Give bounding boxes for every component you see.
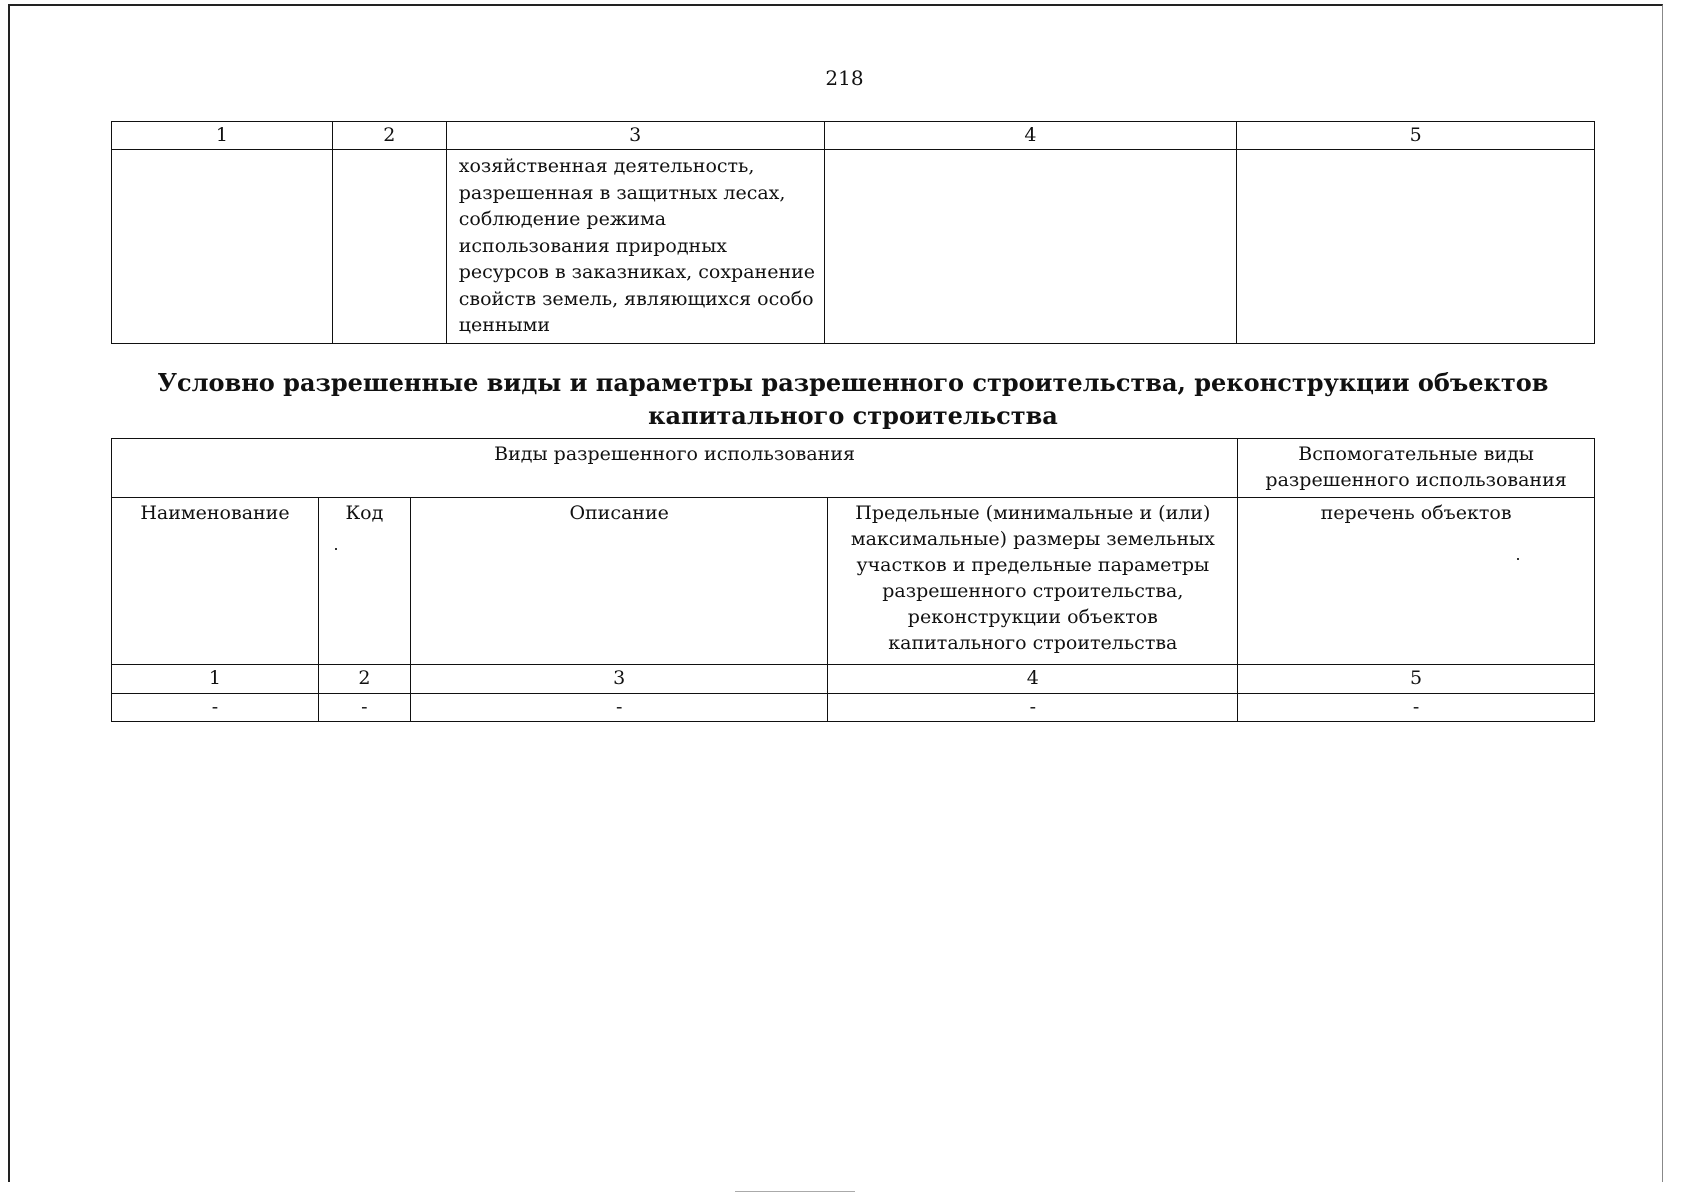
column-header-limits-line: участков и предельные параметры — [856, 554, 1210, 576]
table-cell — [1237, 150, 1595, 344]
column-number-row — [112, 665, 1595, 694]
column-header-objects: перечень объектов — [1238, 498, 1595, 665]
description-line: ценными — [458, 314, 551, 336]
description-text — [447, 150, 824, 339]
scan-speck — [1517, 558, 1519, 560]
column-header-name: Наименование — [112, 498, 319, 665]
description-line: соблюдение режима — [458, 208, 667, 230]
column-number: 5 — [1238, 665, 1595, 694]
table-cell — [112, 150, 333, 344]
group-header-aux — [1238, 439, 1595, 498]
column-number-row — [112, 122, 1595, 150]
table-cell: - — [112, 694, 319, 722]
column-header-limits-line: капитального строительства — [888, 632, 1178, 654]
section-title — [111, 366, 1595, 432]
column-number: 2 — [332, 122, 446, 150]
column-number: 3 — [446, 122, 824, 150]
page-number: 218 — [825, 66, 864, 90]
table-cell: - — [410, 694, 828, 722]
description-cell — [446, 150, 824, 344]
column-header-limits-line: максимальные) размеры земельных — [850, 528, 1215, 550]
description-line: свойств земель, являющихся особо — [458, 287, 814, 310]
column-number: 1 — [112, 665, 319, 694]
table-row — [112, 150, 1595, 344]
table-cell — [332, 150, 446, 344]
column-header-limits-line: реконструкции объектов — [907, 606, 1158, 628]
group-header-row — [112, 439, 1595, 498]
scan-artifact-line — [735, 1191, 855, 1192]
description-line: ресурсов в заказниках, сохранение — [458, 261, 816, 283]
description-line: хозяйственная деятельность, — [458, 155, 755, 177]
continuation-table — [111, 121, 1595, 344]
column-header-limits-line: разрешенного строительства, — [882, 580, 1184, 602]
table-row — [112, 694, 1595, 722]
column-header-limits-line: Предельные (минимальные и (или) — [855, 502, 1211, 524]
scan-speck — [335, 548, 337, 550]
table-cell: - — [828, 694, 1238, 722]
description-line: разрешенная в защитных лесах, — [458, 181, 786, 204]
section-title-line: Условно разрешенные виды и параметры разрешенного строительства, реконструкции объектов — [157, 368, 1549, 397]
table-cell: - — [318, 694, 410, 722]
column-header-description: Описание — [410, 498, 828, 665]
column-number: 4 — [828, 665, 1238, 694]
conditional-uses-table — [111, 438, 1595, 722]
column-number: 5 — [1237, 122, 1595, 150]
description-line: использования природных — [458, 234, 728, 257]
column-number: 1 — [112, 122, 333, 150]
section-title-line: капитального строительства — [648, 401, 1058, 430]
group-header-aux-line: разрешенного использования — [1265, 469, 1567, 491]
column-number: 2 — [318, 665, 410, 694]
column-number: 3 — [410, 665, 828, 694]
group-header-main: Виды разрешенного использования — [112, 439, 1238, 498]
column-number: 4 — [824, 122, 1237, 150]
table-cell — [824, 150, 1237, 344]
table-cell: - — [1238, 694, 1595, 722]
column-header-code: Код — [318, 498, 410, 665]
group-header-aux-line: Вспомогательные виды — [1298, 443, 1534, 465]
column-header-row — [112, 498, 1595, 665]
column-header-limits — [828, 498, 1238, 665]
